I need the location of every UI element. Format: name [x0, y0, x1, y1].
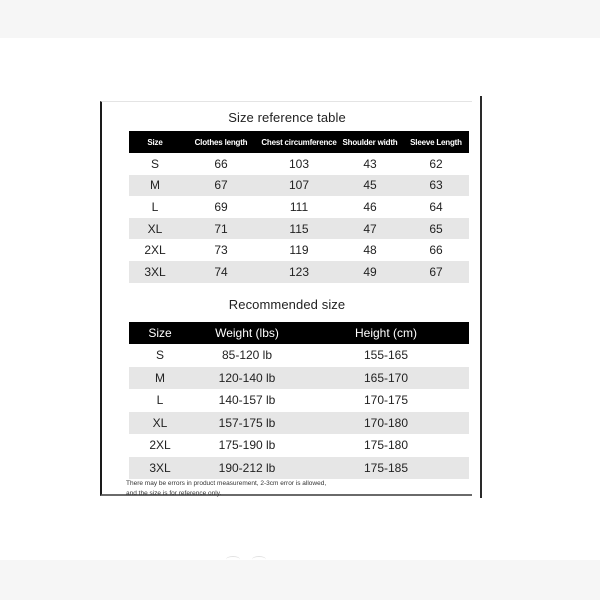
cell-chest: 123 — [288, 264, 310, 279]
table-row — [129, 218, 469, 240]
cell-size: XL — [147, 221, 163, 236]
table-row — [129, 153, 469, 175]
cell-size: M — [150, 178, 160, 193]
cell-weight: 157-175 lb — [218, 415, 276, 430]
table-row — [129, 261, 469, 283]
header-shoulder: Shoulder width — [342, 137, 398, 147]
table-row — [129, 434, 469, 457]
size-table-title: Size reference table — [228, 110, 346, 125]
cell-size: 2XL — [144, 243, 166, 258]
cell-size: L — [151, 199, 159, 214]
cell-height: 175-180 — [363, 438, 409, 453]
divider — [480, 96, 482, 498]
faint-mark — [226, 556, 240, 563]
cell-sleeve: 63 — [429, 178, 443, 193]
cell-height: 175-185 — [363, 460, 409, 475]
cell-clothes-length: 73 — [214, 243, 228, 258]
cell-size: M — [155, 370, 165, 385]
cell-shoulder: 43 — [363, 156, 377, 171]
cell-weight: 175-190 lb — [218, 438, 276, 453]
cell-clothes-length: 67 — [214, 178, 228, 193]
header-size: Size — [147, 137, 163, 147]
cell-shoulder: 45 — [363, 178, 377, 193]
cell-size: 3XL — [144, 264, 166, 279]
cell-size: XL — [152, 415, 168, 430]
cell-sleeve: 66 — [429, 243, 443, 258]
recommended-size-table — [129, 322, 469, 479]
recommended-size-title: Recommended size — [228, 297, 346, 312]
cell-clothes-length: 66 — [214, 156, 228, 171]
cell-height: 170-180 — [363, 415, 409, 430]
cell-chest: 111 — [289, 199, 309, 214]
cell-size: L — [156, 393, 164, 408]
cell-clothes-length: 69 — [214, 199, 228, 214]
table-row — [129, 175, 469, 197]
cell-clothes-length: 71 — [214, 221, 228, 236]
header-sleeve: Sleeve Length — [410, 137, 462, 147]
cell-weight: 140-157 lb — [218, 393, 276, 408]
cell-sleeve: 64 — [429, 199, 443, 214]
cell-size: S — [155, 348, 164, 363]
cell-sleeve: 65 — [429, 221, 443, 236]
note-line-1: There may be errors in product measurement, 2-3cm error is allowed, — [126, 480, 327, 487]
cell-shoulder: 49 — [363, 264, 377, 279]
note-line-2: and the size is for reference only. — [126, 490, 222, 497]
cell-clothes-length: 74 — [214, 264, 228, 279]
table-row — [129, 457, 469, 480]
header-height: Height (cm) — [354, 326, 417, 340]
header-chest: Chest circumference — [261, 137, 337, 147]
cell-chest: 107 — [288, 178, 310, 193]
table-row — [129, 389, 469, 412]
table-row — [129, 344, 469, 367]
table-row — [129, 367, 469, 390]
cell-height: 165-170 — [363, 370, 409, 385]
size-reference-table — [129, 131, 469, 283]
table-row — [129, 239, 469, 261]
cell-chest: 103 — [288, 156, 310, 171]
cell-height: 170-175 — [363, 393, 409, 408]
table-header — [129, 131, 469, 153]
cell-height: 155-165 — [363, 348, 409, 363]
cell-size: 3XL — [149, 460, 171, 475]
cell-size: S — [150, 156, 159, 171]
cell-shoulder: 47 — [363, 221, 377, 236]
cell-weight: 85-120 lb — [221, 348, 273, 363]
cell-sleeve: 67 — [429, 264, 443, 279]
measurement-note — [126, 479, 326, 499]
cell-chest: 115 — [289, 221, 309, 236]
cell-shoulder: 46 — [363, 199, 377, 214]
cell-chest: 119 — [289, 243, 309, 258]
table-row — [129, 196, 469, 218]
table-header — [129, 322, 469, 344]
size-chart-card — [100, 101, 472, 496]
header-clothes-length: Clothes length — [194, 137, 248, 147]
cell-shoulder: 48 — [363, 243, 377, 258]
cell-size: 2XL — [149, 438, 171, 453]
cell-sleeve: 62 — [429, 156, 443, 171]
header-weight: Weight (lbs) — [215, 326, 279, 340]
table-row — [129, 412, 469, 435]
cell-weight: 190-212 lb — [218, 460, 276, 475]
header-size: Size — [148, 326, 172, 340]
faint-mark — [252, 556, 266, 563]
cell-weight: 120-140 lb — [218, 370, 276, 385]
